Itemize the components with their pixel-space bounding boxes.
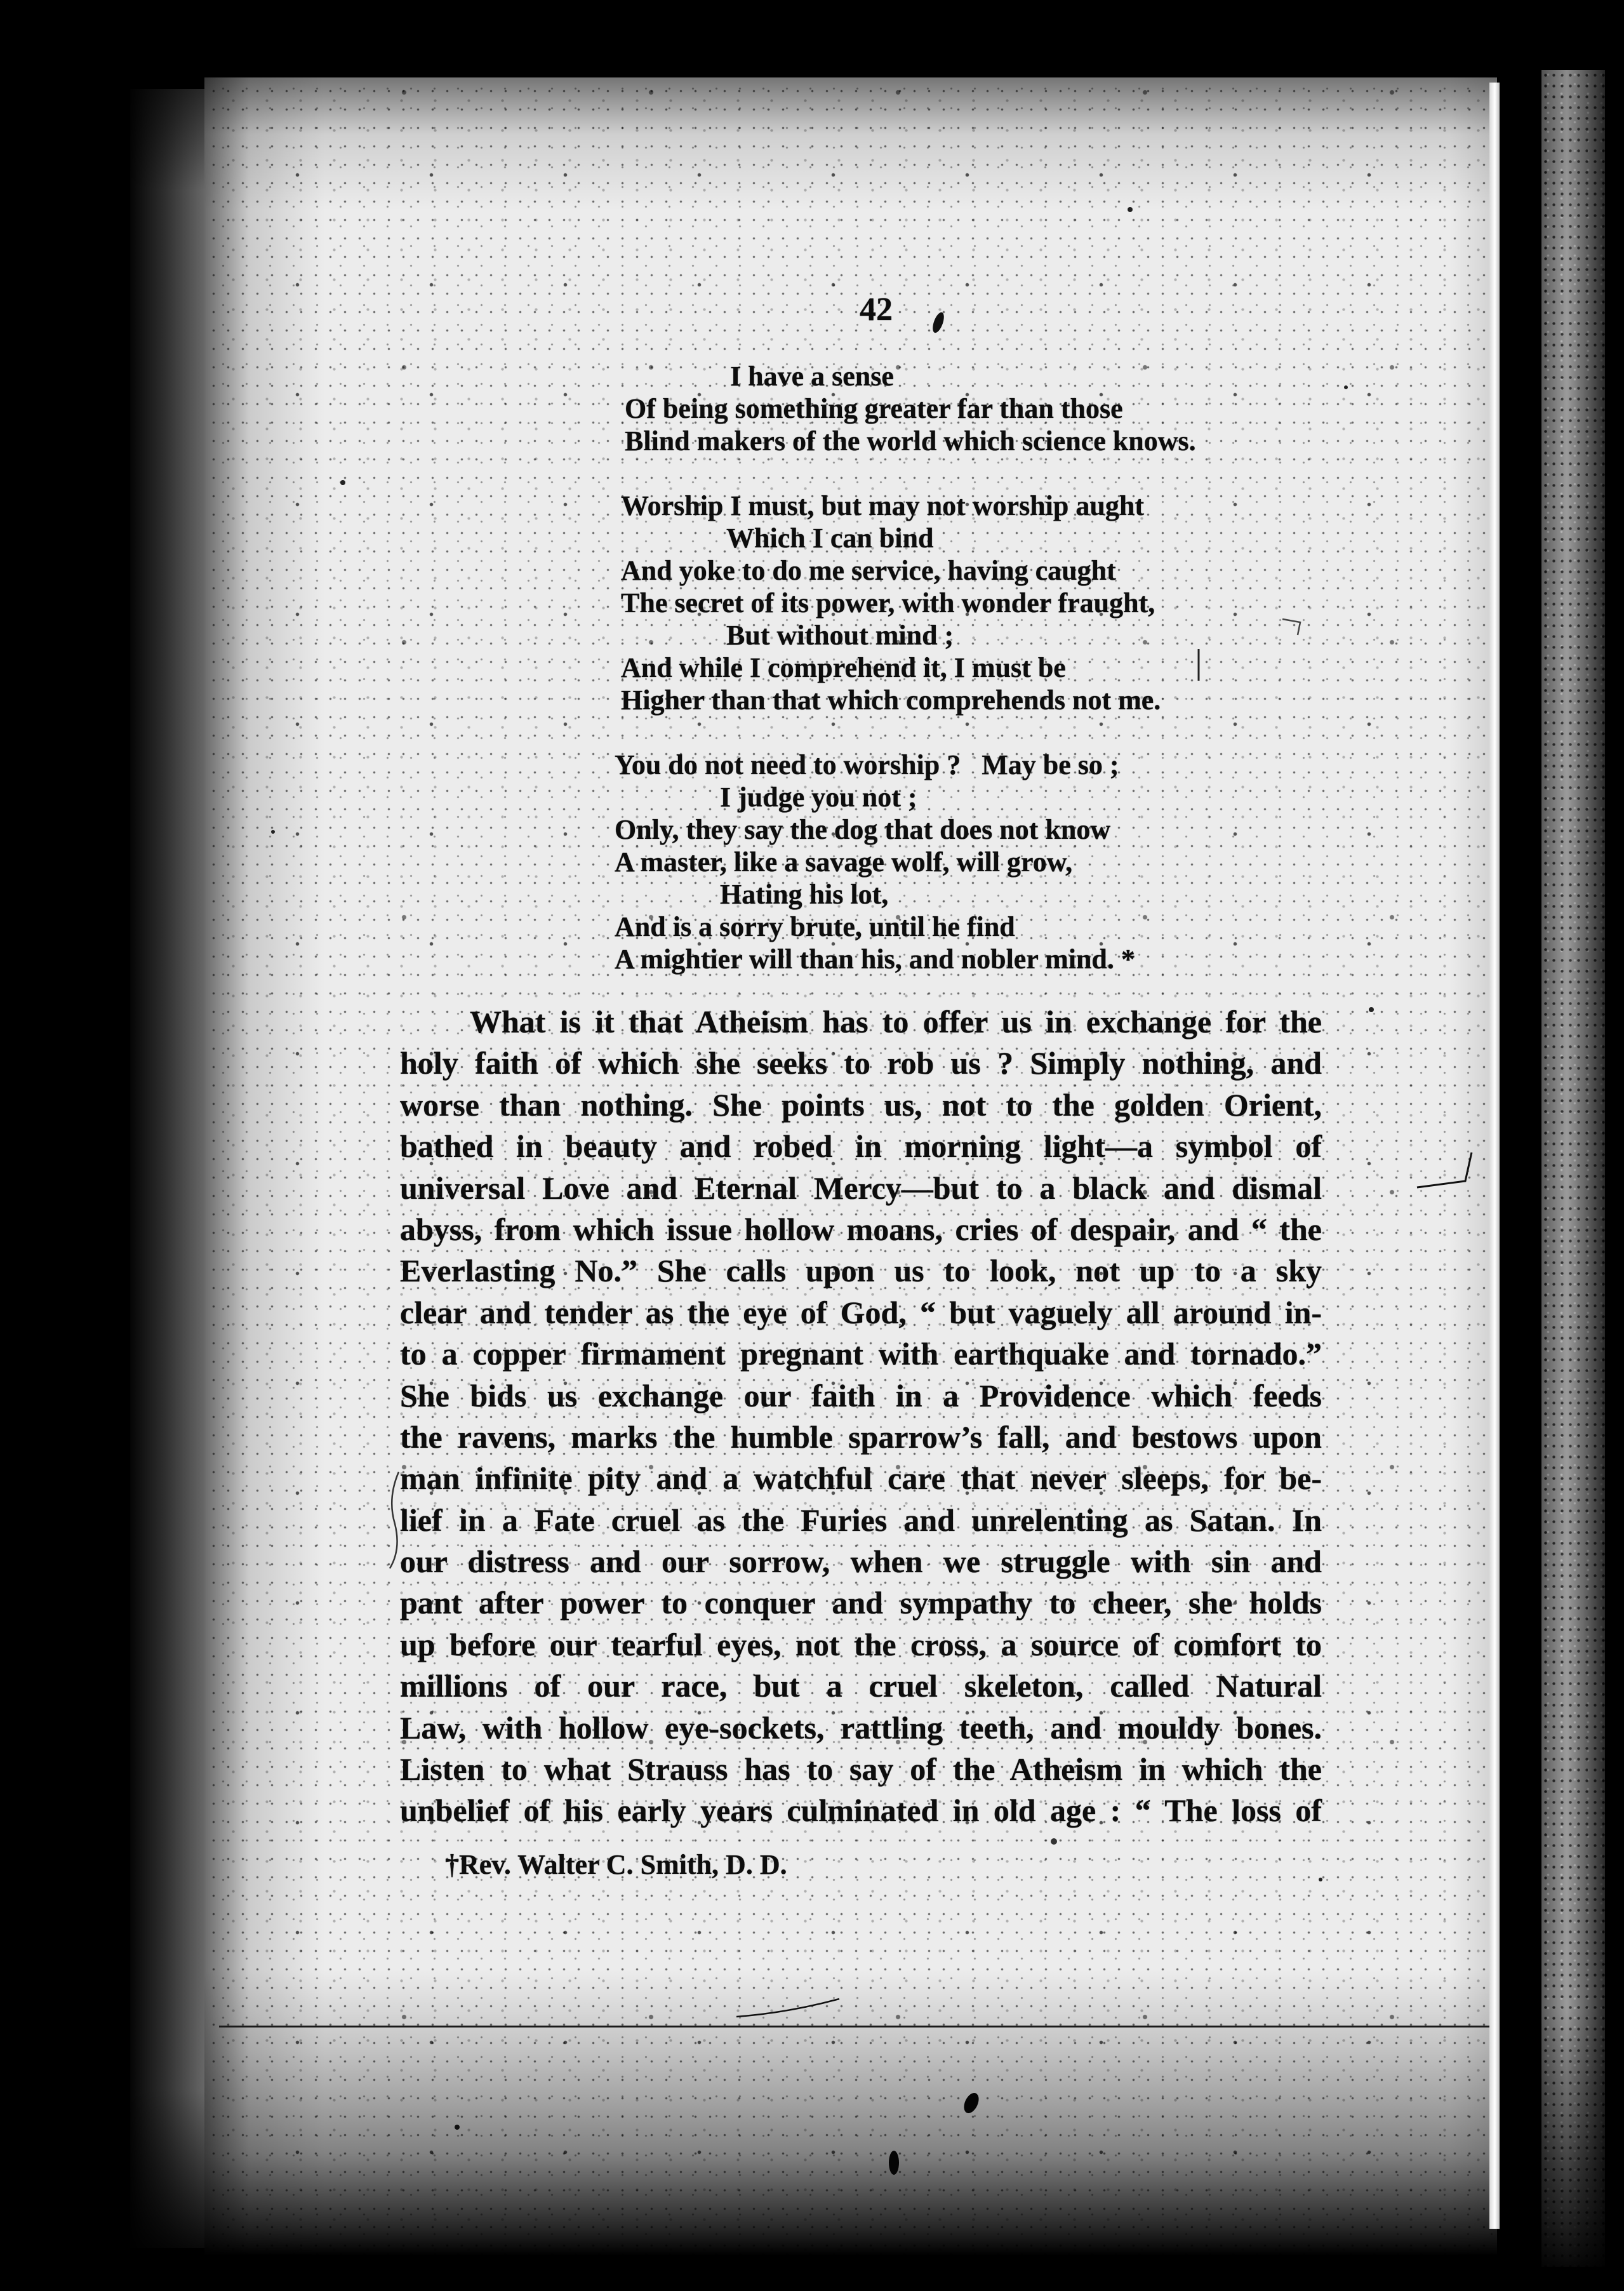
paragraph-line: up before our tearful eyes, not the cross, a source of comfort to xyxy=(400,1626,1322,1662)
paragraph-line: man infinite pity and a watchful care that never sleeps, for be- xyxy=(400,1460,1322,1497)
poem-stanza xyxy=(625,360,1196,457)
paragraph-line: bathed in beauty and robed in morning light—a symbol of xyxy=(400,1128,1322,1165)
paragraph-line: to a copper firmament pregnant with earthquake and tornado.” xyxy=(400,1336,1322,1372)
poem-line: And is a sorry brute, until he find xyxy=(615,911,1015,942)
paragraph-line: lief in a Fate cruel as the Furies and unrelenting as Satan. In xyxy=(400,1502,1322,1538)
poem-line: A master, like a savage wolf, will grow, xyxy=(615,846,1073,878)
poem-line: But without mind ; xyxy=(726,620,954,651)
left-page-edge xyxy=(130,89,206,2248)
poem xyxy=(615,360,1196,975)
horizontal-rule xyxy=(219,2026,1489,2027)
paragraph-line: She bids us exchange our faith in a Providence which feeds xyxy=(400,1377,1322,1413)
poem-line: Of being something greater far than those xyxy=(625,393,1123,424)
paragraph-line: the ravens, marks the humble sparrow’s fall, and bestows upon xyxy=(400,1419,1322,1455)
poem-stanza xyxy=(615,749,1196,975)
poem-line: The secret of its power, with wonder fraught, xyxy=(621,587,1155,618)
poem-line: Blind makers of the world which science knows. xyxy=(625,425,1196,457)
paragraph-line: Listen to what Strauss has to say of the Atheism in which the xyxy=(400,1751,1322,1787)
page-edge-highlight xyxy=(1489,83,1500,2229)
poem-line: Which I can bind xyxy=(726,523,934,554)
poem-line: You do not need to worship ? May be so ; xyxy=(615,749,1119,780)
page-number: 42 xyxy=(860,291,893,328)
paragraph-line: abyss, from which issue hollow moans, cries of despair, and “ the xyxy=(400,1211,1322,1247)
paragraph-line: millions of our race, but a cruel skeleton, called Natural xyxy=(400,1668,1322,1704)
poem-line: And while I comprehend it, I must be xyxy=(621,652,1066,683)
paragraph-line: our distress and our sorrow, when we struggle with sin and xyxy=(400,1544,1322,1580)
paragraph-line: Everlasting No.” She calls upon us to look, not up to a sky xyxy=(400,1253,1322,1289)
body-paragraph xyxy=(400,1001,1322,1832)
poem-line: I judge you not ; xyxy=(720,782,917,813)
paragraph-line: unbelief of his early years culminated in old age : “ The loss of xyxy=(400,1793,1322,1829)
paragraph-line: holy faith of which she seeks to rob us ? Simply nothing, and xyxy=(400,1045,1322,1081)
paragraph-line: worse than nothing. She points us, not to the golden Orient, xyxy=(400,1086,1322,1123)
poem-line: I have a sense xyxy=(730,361,894,392)
poem-line: Hating his lot, xyxy=(720,879,889,910)
paragraph-line: universal Love and Eternal Mercy—but to a black and dismal xyxy=(400,1170,1322,1206)
poem-line: Higher than that which comprehends not me. xyxy=(621,685,1161,716)
paragraph-line: pant after power to conquer and sympathy to cheer, she holds xyxy=(400,1585,1322,1621)
paragraph-line: clear and tender as the eye of God, “ but vaguely all around in- xyxy=(400,1294,1322,1330)
poem-line: Worship I must, but may not worship aught xyxy=(621,490,1144,521)
poem-stanza xyxy=(621,490,1196,716)
paragraph-line: Law, with hollow eye-sockets, rattling teeth, and mouldy bones. xyxy=(400,1709,1322,1746)
footnote: †Rev. Walter C. Smith, D. D. xyxy=(445,1849,787,1880)
poem-line: And yoke to do me service, having caught xyxy=(621,555,1116,586)
poem-line: Only, they say the dog that does not know xyxy=(615,814,1111,845)
paragraph-line: What is it that Atheism has to offer us in exchange for the xyxy=(470,1004,1322,1039)
right-page-edge xyxy=(1541,70,1605,2267)
poem-line: A mightier will than his, and nobler mind. * xyxy=(615,944,1135,975)
